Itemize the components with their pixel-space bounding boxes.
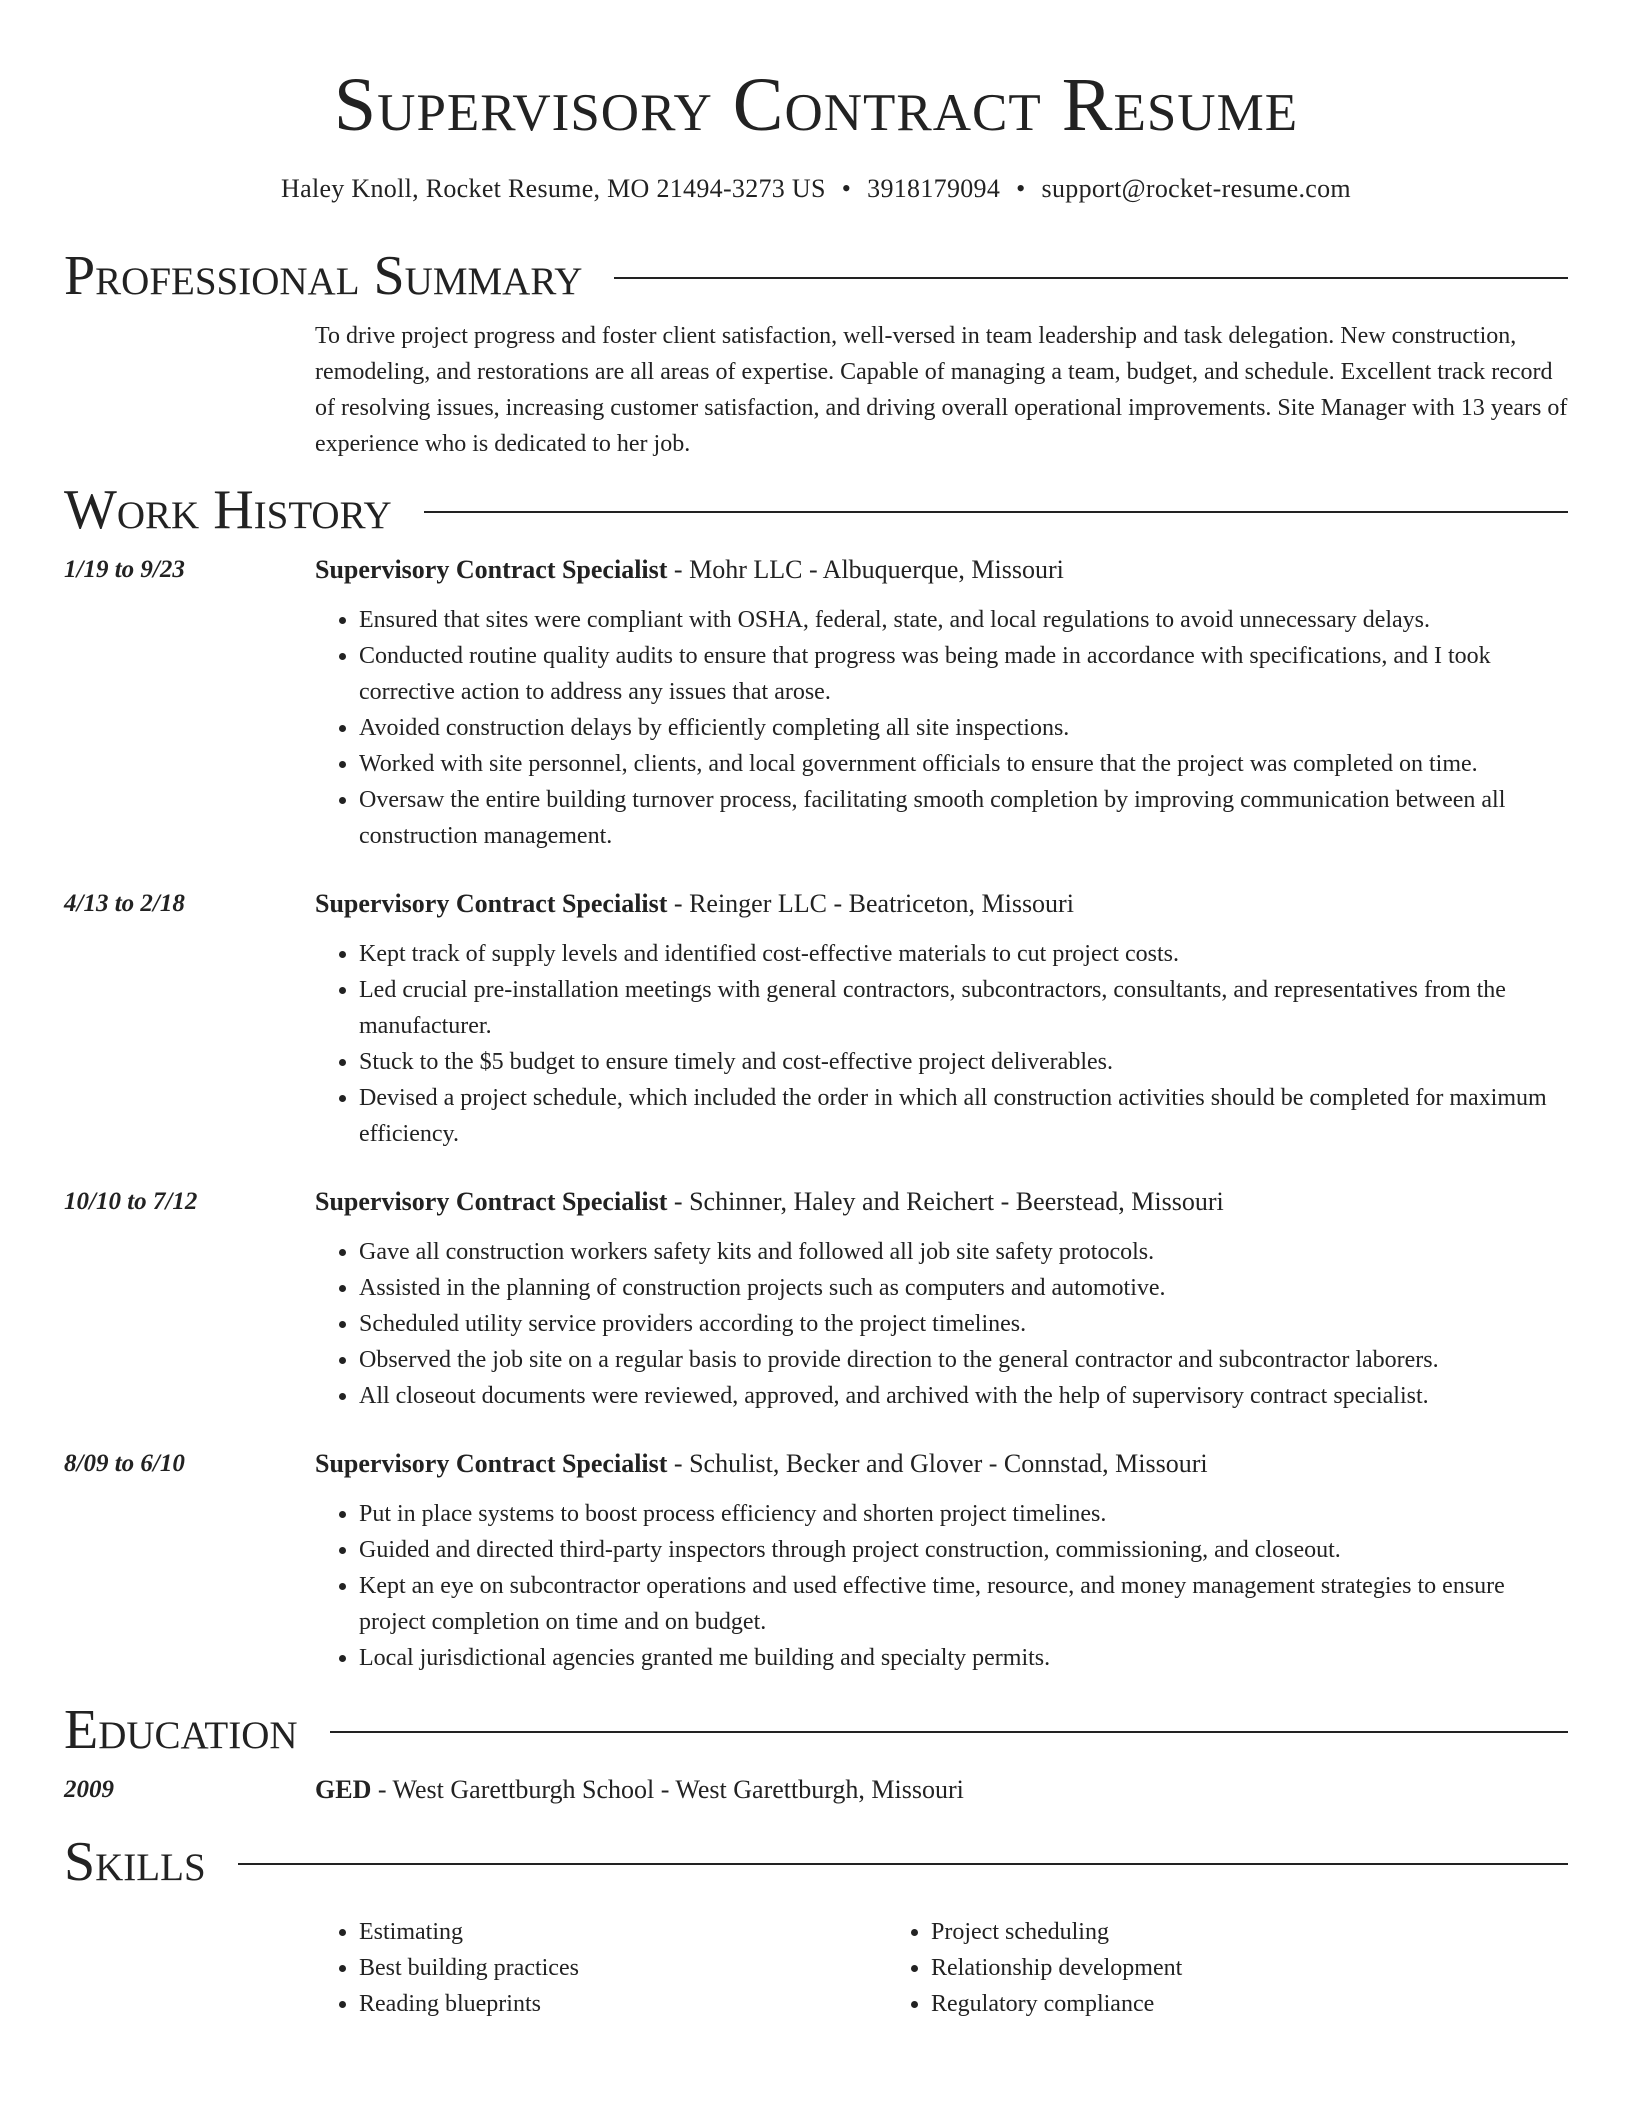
job-bullet: • Led crucial pre-installation meetings with general contractors, subcontractors, consultants, and representatives from the manufacturer.	[359, 972, 1568, 1044]
work-section-header	[64, 478, 1568, 542]
job-headline	[315, 552, 1568, 588]
job-dates: 10/10 to 7/12	[64, 1188, 198, 1215]
skill-item: • Relationship development	[931, 1950, 1459, 1986]
summary-heading: Professional Summary	[64, 245, 583, 307]
job-dates: 4/13 to 2/18	[64, 890, 185, 917]
skills-section-header	[64, 1830, 1568, 1894]
job-bullet: • Devised a project schedule, which included the order in which all construction activities should be completed for maximum efficiency.	[359, 1080, 1568, 1152]
job-body	[315, 552, 1568, 854]
job-body	[315, 886, 1568, 1152]
education-heading: Education	[64, 1699, 298, 1761]
job-bullet: • Worked with site personnel, clients, and local government officials to ensure that the project was completed on time.	[359, 746, 1568, 782]
skills-list	[315, 1914, 1568, 2022]
job-bullet: • Ensured that sites were compliant with OSHA, federal, state, and local regulations to avoid unnecessary delays.	[359, 602, 1568, 638]
work-heading: Work History	[64, 479, 392, 541]
job-bullets	[315, 602, 1568, 854]
skill-item: • Best building practices	[359, 1950, 887, 1986]
job-title: Supervisory Contract Specialist	[315, 1449, 668, 1478]
job-entry	[64, 552, 1568, 854]
job-headline	[315, 1446, 1568, 1482]
job-bullet: • Kept an eye on subcontractor operations and used effective time, resource, and money management strategies to ensure project completion on time and on budget.	[359, 1568, 1568, 1640]
job-title: Supervisory Contract Specialist	[315, 1187, 668, 1216]
skills-column-right	[887, 1914, 1459, 2022]
resume-title: Supervisory Contract Resume	[333, 63, 1299, 147]
job-headline	[315, 1184, 1568, 1220]
skill-item: • Project scheduling	[931, 1914, 1459, 1950]
job-entry	[64, 1446, 1568, 1676]
job-bullets	[315, 1234, 1568, 1414]
job-body	[315, 1446, 1568, 1676]
job-title: Supervisory Contract Specialist	[315, 889, 668, 918]
section-divider	[614, 277, 1568, 279]
education-degree: GED	[315, 1775, 372, 1804]
job-bullet: • Gave all construction workers safety kits and followed all job site safety protocols.	[359, 1234, 1568, 1270]
contact-line	[64, 172, 1568, 206]
job-title: Supervisory Contract Specialist	[315, 555, 668, 584]
job-employer: - Mohr LLC - Albuquerque, Missouri	[667, 555, 1064, 584]
section-divider	[238, 1863, 1568, 1865]
job-bullet: • Local jurisdictional agencies granted me building and specialty permits.	[359, 1640, 1568, 1676]
contact-separator: •	[1016, 174, 1026, 203]
job-dates: 8/09 to 6/10	[64, 1450, 185, 1477]
job-bullet: • Observed the job site on a regular basis to provide direction to the general contractor and subcontractor laborers.	[359, 1342, 1568, 1378]
job-bullets	[315, 1496, 1568, 1676]
job-employer: - Schulist, Becker and Glover - Connstad, Missouri	[667, 1449, 1208, 1478]
contact-phone: 3918179094	[867, 174, 1001, 203]
education-headline	[315, 1772, 1568, 1808]
skills-column-left	[315, 1914, 887, 2022]
job-employer: - Reinger LLC - Beatriceton, Missouri	[667, 889, 1074, 918]
job-bullet: • Scheduled utility service providers according to the project timelines.	[359, 1306, 1568, 1342]
job-bullet: • Stuck to the $5 budget to ensure timely and cost-effective project deliverables.	[359, 1044, 1568, 1080]
contact-address: Haley Knoll, Rocket Resume, MO 21494-3273 US	[281, 174, 826, 203]
education-year: 2009	[64, 1776, 114, 1803]
skill-item: • Reading blueprints	[359, 1986, 887, 2022]
contact-separator: •	[841, 174, 852, 203]
job-bullet: • Assisted in the planning of construction projects such as computers and automotive.	[359, 1270, 1568, 1306]
skills-heading: Skills	[64, 1831, 206, 1893]
job-bullet: • Oversaw the entire building turnover process, facilitating smooth completion by improving communication between all construction management.	[359, 782, 1568, 854]
job-bullet: • Put in place systems to boost process efficiency and shorten project timelines.	[359, 1496, 1568, 1532]
education-section-header	[64, 1698, 1568, 1762]
job-entry	[64, 886, 1568, 1152]
job-body	[315, 1184, 1568, 1414]
job-bullet: • Guided and directed third-party inspectors through project construction, commissioning, and closeout.	[359, 1532, 1568, 1568]
education-body	[315, 1772, 1568, 1808]
section-divider	[424, 511, 1568, 513]
job-bullets	[315, 936, 1568, 1152]
education-entry	[64, 1772, 1568, 1808]
job-bullet: • Kept track of supply levels and identified cost-effective materials to cut project costs.	[359, 936, 1568, 972]
education-school: - West Garettburgh School - West Garettburgh, Missouri	[371, 1775, 964, 1804]
job-dates: 1/19 to 9/23	[64, 556, 185, 583]
skill-item: • Regulatory compliance	[931, 1986, 1459, 2022]
section-divider	[330, 1731, 1568, 1733]
summary-text: To drive project progress and foster client satisfaction, well-versed in team leadership and task delegation. New construction, remodeling, and restorations are all areas of expertise. Capable of managing a team, budget, and schedule. Excellent track record of resolving issues, increasing customer satisfaction, and driving overall operational improvements. Site Manager with 13 years of experience who is dedicated to her job.	[315, 323, 1568, 457]
contact-email: support@rocket-resume.com	[1041, 174, 1351, 203]
job-bullet: • Conducted routine quality audits to ensure that progress was being made in accordance with specifications, and I took corrective action to address any issues that arose.	[359, 638, 1568, 710]
skill-item: • Estimating	[359, 1914, 887, 1950]
job-entry	[64, 1184, 1568, 1414]
job-bullet: • All closeout documents were reviewed, approved, and archived with the help of supervisory contract specialist.	[359, 1378, 1568, 1414]
job-headline	[315, 886, 1568, 922]
job-employer: - Schinner, Haley and Reichert - Beerstead, Missouri	[667, 1187, 1224, 1216]
summary-section-header	[64, 244, 1568, 308]
job-bullet: • Avoided construction delays by efficiently completing all site inspections.	[359, 710, 1568, 746]
